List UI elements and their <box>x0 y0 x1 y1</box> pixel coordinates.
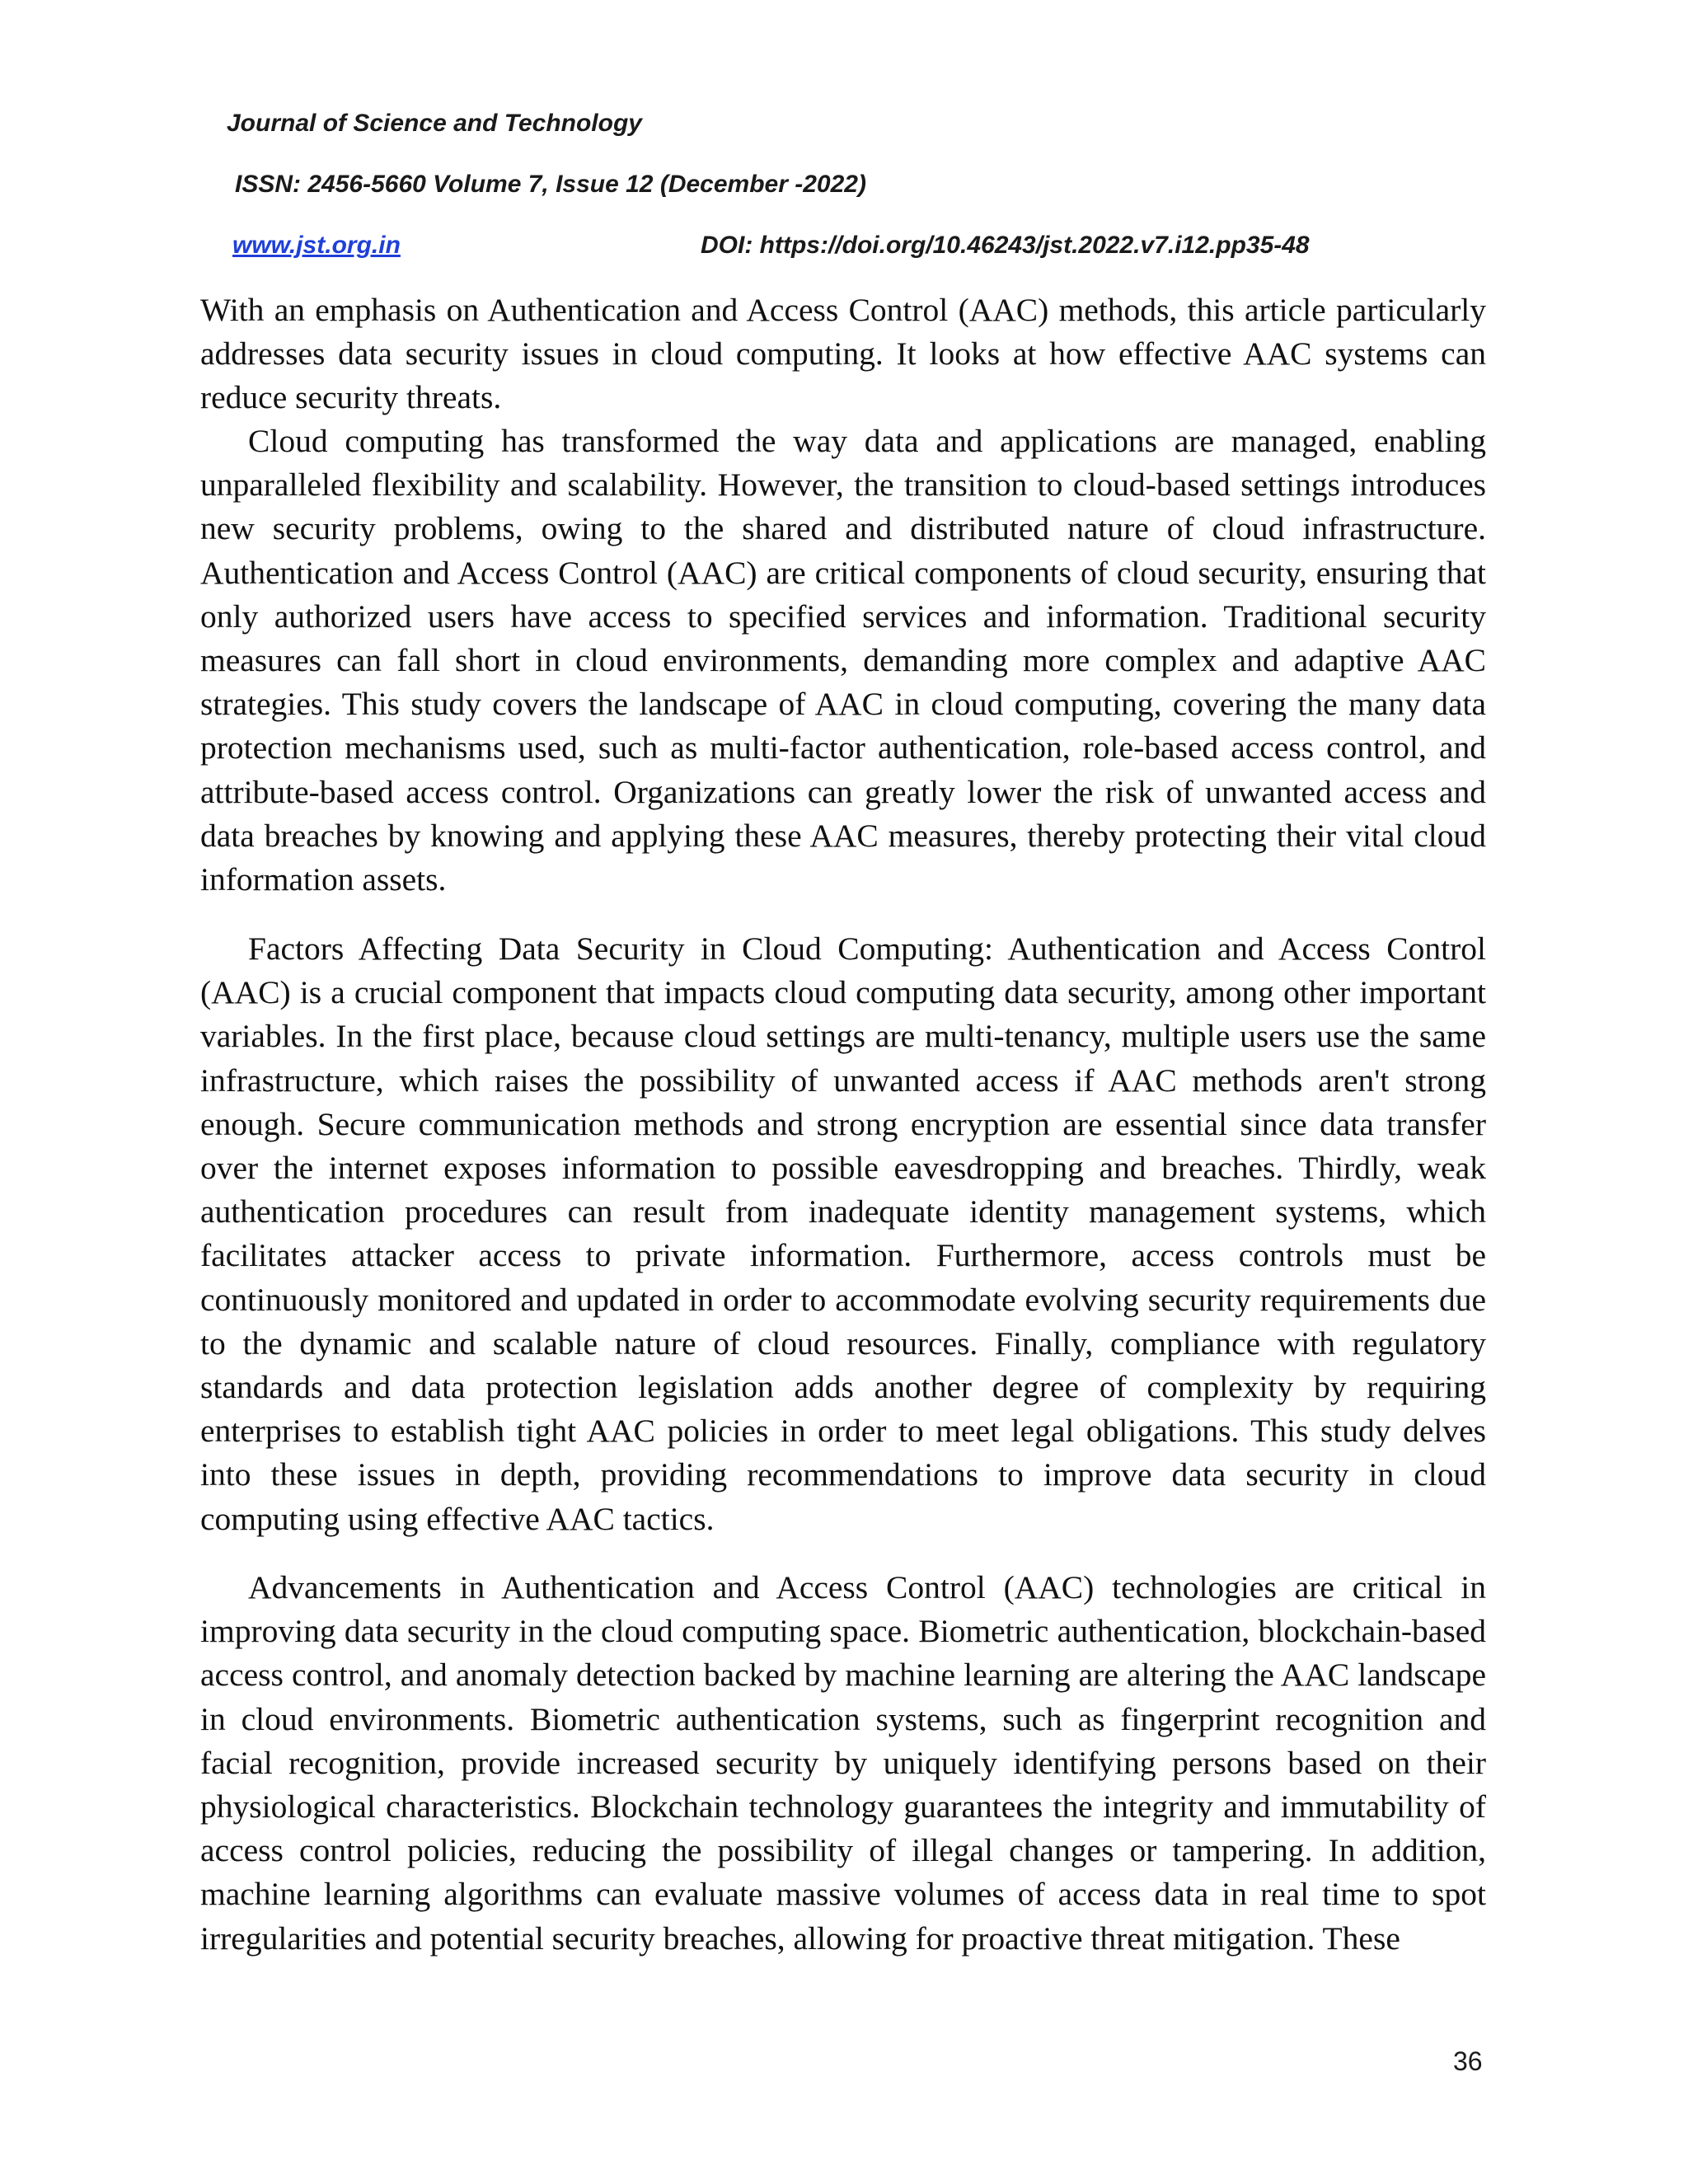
body-paragraph: Advancements in Authentication and Access Control (AAC) technologies are critical in improving data security in the cloud computing space. Biometric authentication, blockchain-based access control, and anomaly detection backed by machine learning are altering the AAC landscape in cloud environments. Biometric authentication systems, such as fingerprint recognition and facial recognition, provide increased security by uniquely identifying persons based on their physiological characteristics. Blockchain technology guarantees the integrity and immutability of access control policies, reducing the possibility of illegal changes or tampering. In addition, machine learning algorithms can evaluate massive volumes of access data in real time to spot irregularities and potential security breaches, allowing for proactive threat mitigation. These <box>200 1569 1486 1957</box>
body-paragraph: Factors Affecting Data Security in Cloud Computing: Authentication and Access Control (AAC) is a crucial component that impacts cloud computing data security, among other important variables. In the first place, because cloud settings are multi-tenancy, multiple users use the same infrastructure, which raises the possibility of unwanted access if AAC methods aren't strong enough. Secure communication methods and strong encryption are essential since data transfer over the internet exposes information to possible eavesdropping and breaches. Thirdly, weak authentication procedures can result from inadequate identity management systems, which facilitates attacker access to private information. Furthermore, access controls must be continuously monitored and updated in order to accommodate evolving security requirements due to the dynamic and scalable nature of cloud resources. Finally, compliance with regulatory standards and data protection legislation adds another degree of complexity by requiring enterprises to establish tight AAC policies in order to meet legal obligations. This study delves into these issues in depth, providing recommendations to improve data security in cloud computing using effective AAC tactics. <box>200 930 1486 1537</box>
page-number: 36 <box>1453 2046 1483 2076</box>
journal-title: Journal of Science and Technology <box>227 110 642 137</box>
issn-volume-line: ISSN: 2456-5660 Volume 7, Issue 12 (December -2022) <box>235 171 866 198</box>
doi-line: DOI: https://doi.org/10.46243/jst.2022.v7.i12.pp35-48 <box>701 232 1310 259</box>
journal-website-link[interactable]: www.jst.org.in <box>232 232 401 259</box>
body-paragraph: Cloud computing has transformed the way data and applications are managed, enabling unparalleled flexibility and scalability. However, the transition to cloud-based settings introduces new security problems, owing to the shared and distributed nature of cloud infrastructure. Authentication and Access Control (AAC) are critical components of cloud security, ensuring that only authorized users have access to specified services and information. Traditional security measures can fall short in cloud environments, demanding more complex and adaptive AAC strategies. This study covers the landscape of AAC in cloud computing, covering the many data protection mechanisms used, such as multi-factor authentication, role-based access control, and attribute-based access control. Organizations can greatly lower the risk of unwanted access and data breaches by knowing and applying these AAC measures, thereby protecting their vital cloud information assets. <box>200 423 1486 898</box>
body-paragraph: With an emphasis on Authentication and Access Control (AAC) methods, this article particularly addresses data security issues in cloud computing. It looks at how effective AAC systems can reduce security threats. <box>200 292 1486 416</box>
